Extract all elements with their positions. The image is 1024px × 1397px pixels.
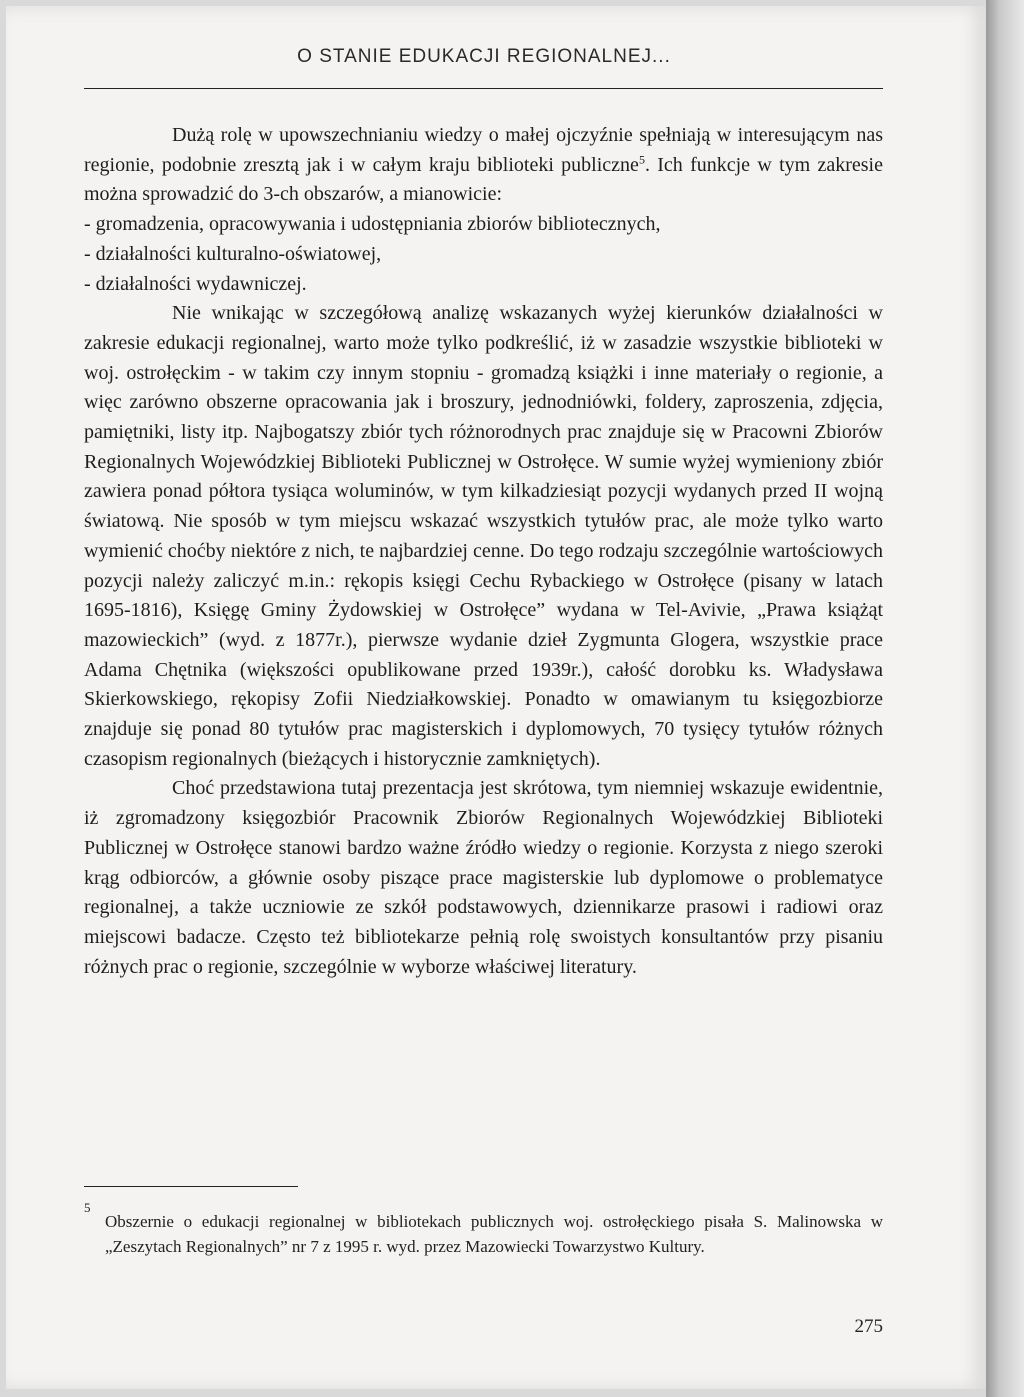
paragraph-1-text-a: Dużą rolę w upowszechnianiu wiedzy o małej ojczyźnie spełniają w interesującym nas regionie, podobnie zresztą jak i w całym kraju biblioteki publiczne	[84, 124, 883, 176]
running-head: O STANIE EDUKACJI REGIONALNEJ...	[297, 46, 671, 67]
footnote-rule	[84, 1186, 298, 1187]
paragraph-1	[84, 121, 883, 210]
list-item-2: - działalności kulturalno-oświatowej,	[84, 242, 382, 265]
header-rule	[84, 88, 883, 89]
page-edge-shadow	[986, 0, 1024, 1397]
list-item-1: - gromadzenia, opracowywania i udostępniania zbiorów bibliotecznych,	[84, 213, 661, 236]
list-item-3: - działalności wydawniczej.	[84, 272, 307, 295]
footnote-reference: 5	[638, 152, 645, 167]
footnote-text: Obszernie o edukacji regionalnej w bibliotekach publicznych woj. ostrołęckiego pisała S. Malinowska w „Zeszytach Regionalnych” nr 7 z 1995 r. wyd. przez Mazowiecki Towarzystwo Kultury.	[105, 1212, 883, 1256]
paragraph-3: Choć przedstawiona tutaj prezentacja jest skrótowa, tym niemniej wskazuje ewidentnie, iż zgromadzony księgozbiór Pracownik Zbiorów Regionalnych Wojewódzkiej Biblioteki Publicznej w Ostrołęce stanowi bardzo ważne źródło wiedzy o regionie. Korzysta z niego szeroki krąg odbiorców, a głównie osoby piszące prace magisterskie lub dyplomowe o problematyce regionalnej, a także uczniowie ze szkół podstawowych, dziennikarze prasowi i radiowi oraz miejscowi badacze. Często też bibliotekarze pełnią rolę swoistych konsultantów przy pisaniu różnych prac o regionie, szczególnie w wyborze właściwej literatury.	[84, 777, 883, 978]
footnote-mark: 5	[84, 1200, 91, 1215]
page-number: 275	[854, 1316, 883, 1337]
body-text	[84, 121, 883, 982]
paragraph-2: Nie wnikając w szczegółową analizę wskazanych wyżej kierunków działalności w zakresie edukacji regionalnej, warto może tylko podkreślić, iż w zasadzie wszystkie biblioteki w woj. ostrołęckim - w takim czy innym stopniu - gromadzą książki i inne materiały o regionie, a więc zarówno obszerne opracowania jak i broszury, jednodniówki, foldery, zaproszenia, zdjęcia, pamiętniki, listy itp. Najbogatszy zbiór tych różnorodnych prac znajduje się w Pracowni Zbiorów Regionalnych Wojewódzkiej Biblioteki Publicznej w Ostrołęce. W sumie wyżej wymieniony zbiór zawiera ponad półtora tysiąca woluminów, w tym kilkadziesiąt pozycji wydanych przed II wojną światową. Nie sposób w tym miejscu wskazać wszystkich tytułów prac, ale może tylko warto wymienić choćby niektóre z nich, te najbardziej cenne. Do tego rodzaju szczególnie wartościowych pozycji należy zaliczyć m.in.: rękopis księgi Cechu Rybackiego w Ostrołęce (pisany w latach 1695-1816), Księgę Gminy Żydowskiej w Ostrołęce” wydana w Tel-Avivie, „Prawa książąt mazowieckich” (wyd. z 1877r.), pierwsze wydanie dzieł Zygmunta Glogera, wszystkie prace Adama Chętnika (większości opublikowane przed 1939r.), całość dorobku ks. Władysława Skierkowskiego, rękopisy Zofii Niedziałkowskiej. Ponadto w omawianym tu księgozbiorze znajduje się ponad 80 tytułów prac magisterskich i dyplomowych, 70 tysięcy tytułów różnych czasopism regionalnych (bieżących i historycznie zamkniętych).	[84, 302, 883, 770]
paragraph-1-text-b: . Ich funkcje w tym zakresie można sprowadzić do 3-ch obszarów, a mianowicie:	[84, 153, 883, 206]
